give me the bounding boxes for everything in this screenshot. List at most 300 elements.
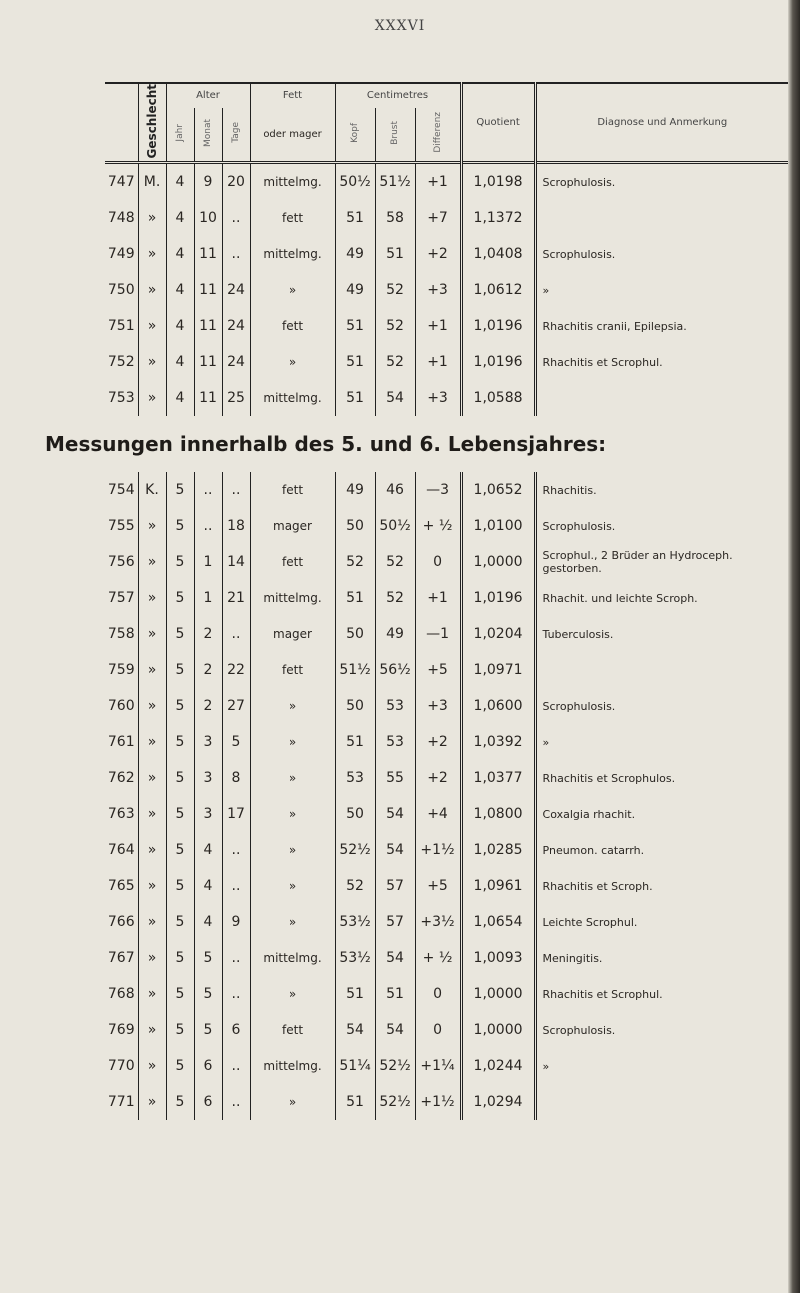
tage-cell: 17 xyxy=(222,796,250,832)
jahr-cell: 5 xyxy=(166,940,194,976)
diagnose-cell: Rhachitis et Scrophulos. xyxy=(535,760,788,796)
jahr-cell: 5 xyxy=(166,904,194,940)
diagnose-cell: Scrophulosis. xyxy=(535,236,788,272)
table-row xyxy=(105,508,788,544)
diagnose-cell xyxy=(535,652,788,688)
table-row xyxy=(105,724,788,760)
brust-cell: 54 xyxy=(375,380,415,416)
diagnose-cell xyxy=(535,200,788,236)
fett-cell: fett xyxy=(250,544,335,580)
quotient-cell: 1,0285 xyxy=(461,832,535,868)
diagnose-cell: Rhachitis et Scrophul. xyxy=(535,976,788,1012)
table-row xyxy=(105,652,788,688)
fett-cell: mittelmg. xyxy=(250,1048,335,1084)
row-number: 766 xyxy=(107,914,135,931)
tage-cell: 20 xyxy=(222,163,250,201)
col-alter-header: Alter xyxy=(166,83,250,108)
differenz-cell: 0 xyxy=(415,1012,461,1048)
jahr-cell: 5 xyxy=(166,760,194,796)
quotient-cell: 1,0294 xyxy=(461,1084,535,1120)
monat-cell: 6 xyxy=(194,1084,222,1120)
diagnose-cell: Rhachitis. xyxy=(535,472,788,508)
diagnose-cell: Meningitis. xyxy=(535,940,788,976)
jahr-cell: 5 xyxy=(166,508,194,544)
jahr-cell: 5 xyxy=(166,868,194,904)
kopf-cell: 51 xyxy=(335,580,375,616)
quotient-cell: 1,0198 xyxy=(461,163,535,201)
jahr-cell: 5 xyxy=(166,724,194,760)
quotient-cell: 1,0408 xyxy=(461,236,535,272)
differenz-cell: + ½ xyxy=(415,940,461,976)
quotient-cell: 1,0600 xyxy=(461,688,535,724)
differenz-cell: —1 xyxy=(415,616,461,652)
fett-cell: » xyxy=(250,760,335,796)
table-row xyxy=(105,976,788,1012)
brust-cell: 54 xyxy=(375,832,415,868)
quotient-cell: 1,0652 xyxy=(461,472,535,508)
kopf-cell: 50 xyxy=(335,616,375,652)
kopf-cell: 51 xyxy=(335,200,375,236)
jahr-cell: 5 xyxy=(166,472,194,508)
table-row xyxy=(105,344,788,380)
kopf-cell: 49 xyxy=(335,272,375,308)
fett-cell: mittelmg. xyxy=(250,580,335,616)
geschlecht-cell: » xyxy=(138,1012,166,1048)
row-number: 747 xyxy=(107,174,135,191)
tage-cell: 14 xyxy=(222,544,250,580)
quotient-cell: 1,0961 xyxy=(461,868,535,904)
kopf-cell: 50 xyxy=(335,796,375,832)
quotient-cell: 1,0093 xyxy=(461,940,535,976)
geschlecht-cell: » xyxy=(138,308,166,344)
differenz-cell: +3½ xyxy=(415,904,461,940)
col-centimetres-header: Centimetres xyxy=(335,83,461,108)
monat-cell: 10 xyxy=(194,200,222,236)
col-kopf-header: Kopf xyxy=(335,108,375,163)
diagnose-cell: Scrophul., 2 Brüder an Hydroceph. gestorben. xyxy=(535,544,788,580)
kopf-cell: 53½ xyxy=(335,904,375,940)
col-fett-sub-header: oder mager xyxy=(250,108,335,163)
brust-cell: 54 xyxy=(375,796,415,832)
table-row xyxy=(105,796,788,832)
tage-cell: .. xyxy=(222,832,250,868)
jahr-cell: 5 xyxy=(166,544,194,580)
jahr-cell: 4 xyxy=(166,236,194,272)
monat-cell: 5 xyxy=(194,940,222,976)
differenz-cell: + ½ xyxy=(415,508,461,544)
brust-cell: 51½ xyxy=(375,163,415,201)
tage-cell: 6 xyxy=(222,1012,250,1048)
brust-cell: 52 xyxy=(375,272,415,308)
diagnose-cell: Coxalgia rhachit. xyxy=(535,796,788,832)
quotient-cell: 1,0196 xyxy=(461,344,535,380)
fett-cell: mittelmg. xyxy=(250,163,335,201)
jahr-cell: 5 xyxy=(166,796,194,832)
differenz-cell: +1 xyxy=(415,344,461,380)
differenz-cell: +5 xyxy=(415,652,461,688)
fett-cell: » xyxy=(250,832,335,868)
quotient-cell: 1,0204 xyxy=(461,616,535,652)
quotient-cell: 1,0196 xyxy=(461,580,535,616)
fett-cell: fett xyxy=(250,652,335,688)
col-diagnose-header: Diagnose und Anmerkung xyxy=(535,83,788,163)
diagnose-cell xyxy=(535,1084,788,1120)
fett-cell: fett xyxy=(250,200,335,236)
differenz-cell: +3 xyxy=(415,380,461,416)
tage-cell: 24 xyxy=(222,308,250,344)
jahr-cell: 5 xyxy=(166,976,194,1012)
jahr-cell: 5 xyxy=(166,832,194,868)
monat-cell: 4 xyxy=(194,868,222,904)
brust-cell: 52 xyxy=(375,580,415,616)
monat-cell: 6 xyxy=(194,1048,222,1084)
geschlecht-cell: » xyxy=(138,1048,166,1084)
fett-cell: » xyxy=(250,796,335,832)
fett-cell: » xyxy=(250,688,335,724)
diagnose-cell: Pneumon. catarrh. xyxy=(535,832,788,868)
row-number: 761 xyxy=(107,734,135,751)
quotient-cell: 1,0000 xyxy=(461,544,535,580)
col-fett-header: Fett xyxy=(250,83,335,108)
table-row xyxy=(105,380,788,416)
tage-cell: 22 xyxy=(222,652,250,688)
monat-cell: 9 xyxy=(194,163,222,201)
brust-cell: 52½ xyxy=(375,1048,415,1084)
monat-cell: 1 xyxy=(194,580,222,616)
book-edge xyxy=(788,0,800,1293)
quotient-cell: 1,0971 xyxy=(461,652,535,688)
table-row xyxy=(105,760,788,796)
differenz-cell: +1 xyxy=(415,580,461,616)
kopf-cell: 52 xyxy=(335,868,375,904)
col-tage-header: Tage xyxy=(222,108,250,163)
jahr-cell: 5 xyxy=(166,652,194,688)
diagnose-cell: » xyxy=(535,272,788,308)
tage-cell: .. xyxy=(222,1048,250,1084)
differenz-cell: +4 xyxy=(415,796,461,832)
geschlecht-cell: » xyxy=(138,616,166,652)
tage-cell: .. xyxy=(222,940,250,976)
monat-cell: 11 xyxy=(194,272,222,308)
row-number: 758 xyxy=(107,626,135,643)
table-row xyxy=(105,904,788,940)
diagnose-cell: Leichte Scrophul. xyxy=(535,904,788,940)
kopf-cell: 51 xyxy=(335,976,375,1012)
diagnose-cell: » xyxy=(535,724,788,760)
table-row xyxy=(105,1048,788,1084)
geschlecht-cell: M. xyxy=(138,163,166,201)
col-jahr-header: Jahr xyxy=(166,108,194,163)
col-nr-header xyxy=(105,83,138,163)
tage-cell: 21 xyxy=(222,580,250,616)
geschlecht-cell: » xyxy=(138,760,166,796)
diagnose-cell xyxy=(535,380,788,416)
fett-cell: » xyxy=(250,344,335,380)
diagnose-cell: Rhachitis cranii, Epilepsia. xyxy=(535,308,788,344)
quotient-cell: 1,0654 xyxy=(461,904,535,940)
brust-cell: 58 xyxy=(375,200,415,236)
tage-cell: 24 xyxy=(222,272,250,308)
diagnose-cell: Rhachit. und leichte Scroph. xyxy=(535,580,788,616)
differenz-cell: +1 xyxy=(415,163,461,201)
geschlecht-cell: » xyxy=(138,688,166,724)
row-number: 759 xyxy=(107,662,135,679)
table-row xyxy=(105,236,788,272)
geschlecht-cell: » xyxy=(138,508,166,544)
row-number: 767 xyxy=(107,950,135,967)
table-row xyxy=(105,580,788,616)
fett-cell: » xyxy=(250,868,335,904)
fett-cell: mager xyxy=(250,616,335,652)
differenz-cell: +1½ xyxy=(415,832,461,868)
jahr-cell: 4 xyxy=(166,200,194,236)
geschlecht-cell: » xyxy=(138,832,166,868)
brust-cell: 51 xyxy=(375,976,415,1012)
geschlecht-cell: » xyxy=(138,236,166,272)
col-geschlecht-header: Geschlecht xyxy=(138,83,166,163)
table-body-part1 xyxy=(105,163,788,417)
jahr-cell: 5 xyxy=(166,1084,194,1120)
tage-cell: 25 xyxy=(222,380,250,416)
row-number: 748 xyxy=(107,210,135,227)
jahr-cell: 5 xyxy=(166,580,194,616)
jahr-cell: 4 xyxy=(166,308,194,344)
fett-cell: » xyxy=(250,724,335,760)
quotient-cell: 1,0196 xyxy=(461,308,535,344)
row-number: 751 xyxy=(107,318,135,335)
tage-cell: 9 xyxy=(222,904,250,940)
geschlecht-cell: » xyxy=(138,904,166,940)
differenz-cell: +5 xyxy=(415,868,461,904)
diagnose-cell: Tuberculosis. xyxy=(535,616,788,652)
brust-cell: 54 xyxy=(375,1012,415,1048)
quotient-cell: 1,0392 xyxy=(461,724,535,760)
fett-cell: » xyxy=(250,272,335,308)
table-row xyxy=(105,1084,788,1120)
differenz-cell: +2 xyxy=(415,760,461,796)
monat-cell: 11 xyxy=(194,308,222,344)
fett-cell: fett xyxy=(250,472,335,508)
row-number: 749 xyxy=(107,246,135,263)
row-number: 760 xyxy=(107,698,135,715)
brust-cell: 52 xyxy=(375,308,415,344)
table-row xyxy=(105,272,788,308)
brust-cell: 53 xyxy=(375,724,415,760)
tage-cell: 18 xyxy=(222,508,250,544)
table-row xyxy=(105,832,788,868)
fett-cell: » xyxy=(250,904,335,940)
measurement-table-frame xyxy=(45,82,788,1282)
row-number: 755 xyxy=(107,518,135,535)
table-row xyxy=(105,200,788,236)
table-row xyxy=(105,868,788,904)
differenz-cell: +3 xyxy=(415,272,461,308)
diagnose-cell: Scrophulosis. xyxy=(535,508,788,544)
row-number: 756 xyxy=(107,554,135,571)
quotient-cell: 1,0244 xyxy=(461,1048,535,1084)
jahr-cell: 4 xyxy=(166,272,194,308)
geschlecht-cell: » xyxy=(138,724,166,760)
kopf-cell: 51 xyxy=(335,308,375,344)
tage-cell: 24 xyxy=(222,344,250,380)
diagnose-cell: Scrophulosis. xyxy=(535,688,788,724)
kopf-cell: 50 xyxy=(335,508,375,544)
section-title: Messungen innerhalb des 5. und 6. Lebensjahres: xyxy=(45,432,607,457)
table-row xyxy=(105,940,788,976)
kopf-cell: 51¼ xyxy=(335,1048,375,1084)
row-number: 750 xyxy=(107,282,135,299)
differenz-cell: +2 xyxy=(415,724,461,760)
kopf-cell: 51 xyxy=(335,724,375,760)
differenz-cell: +1 xyxy=(415,308,461,344)
table-row xyxy=(105,163,788,201)
tage-cell: 8 xyxy=(222,760,250,796)
fett-cell: mager xyxy=(250,508,335,544)
monat-cell: 11 xyxy=(194,236,222,272)
monat-cell: .. xyxy=(194,508,222,544)
monat-cell: 3 xyxy=(194,724,222,760)
row-number: 765 xyxy=(107,878,135,895)
geschlecht-cell: » xyxy=(138,940,166,976)
row-number: 754 xyxy=(107,482,135,499)
col-differenz-header: Differenz xyxy=(415,108,461,163)
brust-cell: 54 xyxy=(375,940,415,976)
differenz-cell: +3 xyxy=(415,688,461,724)
diagnose-cell: Scrophulosis. xyxy=(535,1012,788,1048)
kopf-cell: 50 xyxy=(335,688,375,724)
monat-cell: 5 xyxy=(194,1012,222,1048)
monat-cell: .. xyxy=(194,472,222,508)
measurement-table xyxy=(45,82,788,1120)
table-row xyxy=(105,688,788,724)
kopf-cell: 53½ xyxy=(335,940,375,976)
geschlecht-cell: » xyxy=(138,976,166,1012)
differenz-cell: 0 xyxy=(415,976,461,1012)
table-row xyxy=(105,544,788,580)
diagnose-cell: » xyxy=(535,1048,788,1084)
kopf-cell: 49 xyxy=(335,472,375,508)
tage-cell: .. xyxy=(222,236,250,272)
fett-cell: fett xyxy=(250,308,335,344)
geschlecht-cell: » xyxy=(138,544,166,580)
brust-cell: 56½ xyxy=(375,652,415,688)
tage-cell: .. xyxy=(222,976,250,1012)
jahr-cell: 5 xyxy=(166,688,194,724)
row-number: 763 xyxy=(107,806,135,823)
kopf-cell: 51½ xyxy=(335,652,375,688)
kopf-cell: 52 xyxy=(335,544,375,580)
diagnose-cell: Rhachitis et Scrophul. xyxy=(535,344,788,380)
brust-cell: 55 xyxy=(375,760,415,796)
row-number: 752 xyxy=(107,354,135,371)
differenz-cell: +7 xyxy=(415,200,461,236)
tage-cell: 27 xyxy=(222,688,250,724)
geschlecht-cell: » xyxy=(138,796,166,832)
jahr-cell: 4 xyxy=(166,163,194,201)
row-number: 757 xyxy=(107,590,135,607)
brust-cell: 50½ xyxy=(375,508,415,544)
differenz-cell: +2 xyxy=(415,236,461,272)
quotient-cell: 1,0800 xyxy=(461,796,535,832)
brust-cell: 52 xyxy=(375,544,415,580)
quotient-cell: 1,0000 xyxy=(461,976,535,1012)
jahr-cell: 5 xyxy=(166,1048,194,1084)
jahr-cell: 4 xyxy=(166,344,194,380)
brust-cell: 52 xyxy=(375,344,415,380)
geschlecht-cell: » xyxy=(138,200,166,236)
row-number: 769 xyxy=(107,1022,135,1039)
quotient-cell: 1,1372 xyxy=(461,200,535,236)
quotient-cell: 1,0000 xyxy=(461,1012,535,1048)
tage-cell: .. xyxy=(222,472,250,508)
tage-cell: .. xyxy=(222,616,250,652)
kopf-cell: 52½ xyxy=(335,832,375,868)
row-number: 770 xyxy=(107,1058,135,1075)
col-brust-header: Brust xyxy=(375,108,415,163)
jahr-cell: 4 xyxy=(166,380,194,416)
row-number: 753 xyxy=(107,390,135,407)
geschlecht-cell: K. xyxy=(138,472,166,508)
jahr-cell: 5 xyxy=(166,616,194,652)
brust-cell: 57 xyxy=(375,904,415,940)
section-heading-body xyxy=(45,416,788,472)
diagnose-cell: Scrophulosis. xyxy=(535,163,788,201)
geschlecht-cell: » xyxy=(138,380,166,416)
brust-cell: 46 xyxy=(375,472,415,508)
monat-cell: 11 xyxy=(194,380,222,416)
tage-cell: 5 xyxy=(222,724,250,760)
quotient-cell: 1,0588 xyxy=(461,380,535,416)
tage-cell: .. xyxy=(222,868,250,904)
table-body-part2 xyxy=(105,472,788,1120)
differenz-cell: +1¼ xyxy=(415,1048,461,1084)
kopf-cell: 49 xyxy=(335,236,375,272)
col-quotient-header: Quotient xyxy=(461,83,535,163)
brust-cell: 49 xyxy=(375,616,415,652)
monat-cell: 2 xyxy=(194,688,222,724)
table-row xyxy=(105,616,788,652)
monat-cell: 2 xyxy=(194,616,222,652)
col-monat-header: Monat xyxy=(194,108,222,163)
fett-cell: » xyxy=(250,1084,335,1120)
monat-cell: 1 xyxy=(194,544,222,580)
monat-cell: 5 xyxy=(194,976,222,1012)
fett-cell: » xyxy=(250,976,335,1012)
table-header xyxy=(105,83,788,163)
brust-cell: 52½ xyxy=(375,1084,415,1120)
geschlecht-cell: » xyxy=(138,868,166,904)
kopf-cell: 51 xyxy=(335,344,375,380)
tage-cell: .. xyxy=(222,1084,250,1120)
kopf-cell: 51 xyxy=(335,1084,375,1120)
kopf-cell: 51 xyxy=(335,380,375,416)
brust-cell: 51 xyxy=(375,236,415,272)
geschlecht-cell: » xyxy=(138,272,166,308)
geschlecht-cell: » xyxy=(138,344,166,380)
quotient-cell: 1,0377 xyxy=(461,760,535,796)
brust-cell: 53 xyxy=(375,688,415,724)
brust-cell: 57 xyxy=(375,868,415,904)
quotient-cell: 1,0100 xyxy=(461,508,535,544)
differenz-cell: 0 xyxy=(415,544,461,580)
diagnose-cell: Rhachitis et Scroph. xyxy=(535,868,788,904)
fett-cell: mittelmg. xyxy=(250,380,335,416)
monat-cell: 4 xyxy=(194,832,222,868)
jahr-cell: 5 xyxy=(166,1012,194,1048)
table-row xyxy=(105,1012,788,1048)
row-number: 771 xyxy=(107,1094,135,1111)
table-row xyxy=(105,308,788,344)
